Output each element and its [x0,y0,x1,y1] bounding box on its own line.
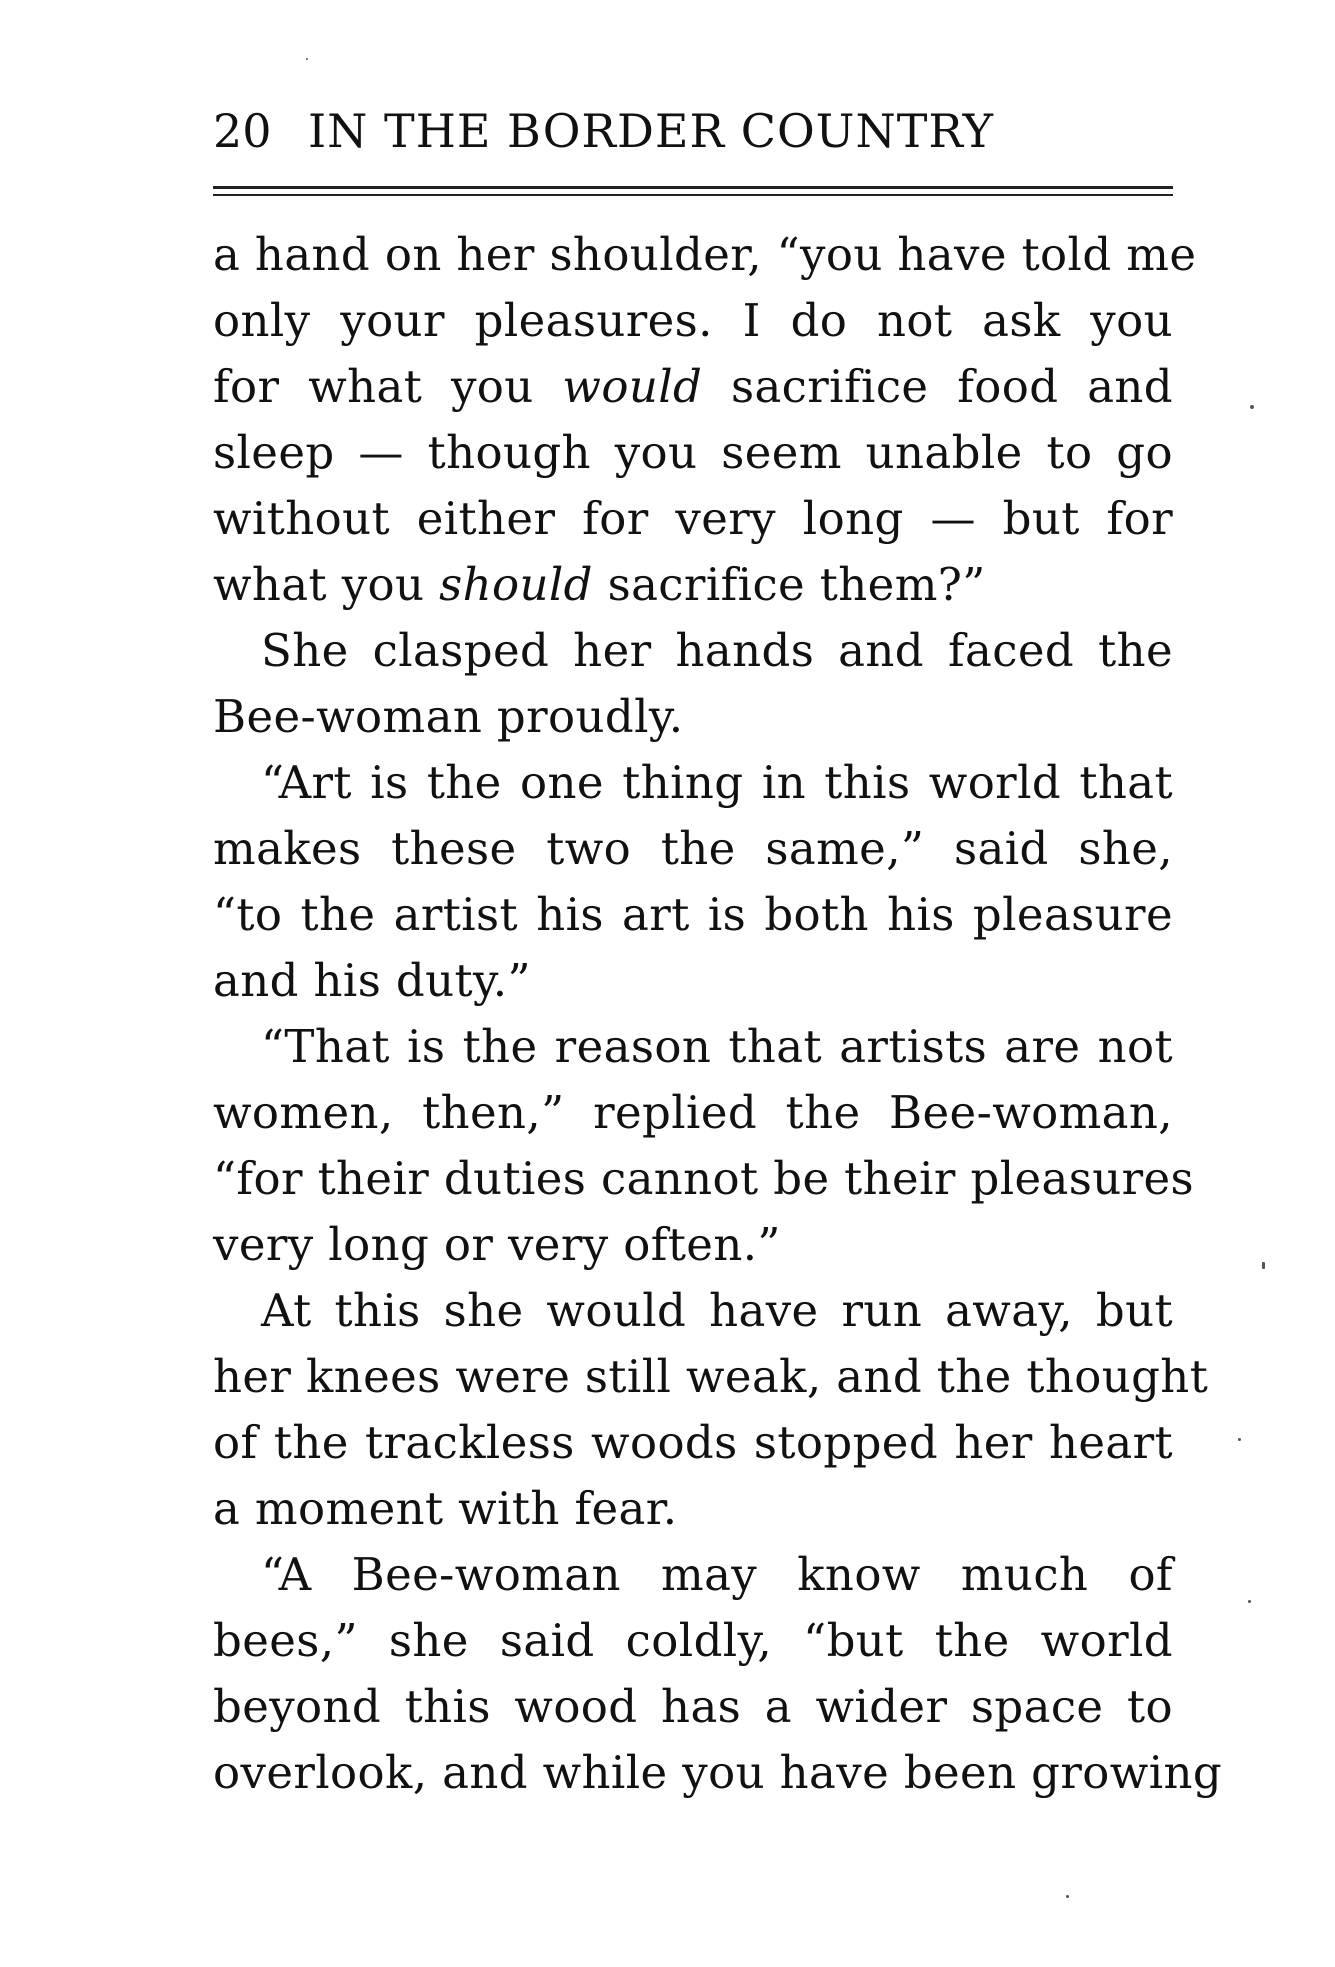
text-line [213,1014,1173,1080]
text-run: beyond this wood has a wider space to [213,1680,1173,1733]
text-line [213,1146,1195,1212]
text-line [213,1410,1173,1476]
text-run: her knees were still weak, and the thought [213,1350,1209,1403]
text-line [213,882,1173,948]
text-line [213,750,1173,816]
text-run: She clasped her hands and faced the [261,624,1173,677]
paper-speck [1248,1600,1251,1603]
paper-speck [306,58,308,60]
text-line [213,816,1173,882]
text-line [213,222,1197,288]
italic-text-run: would [562,360,703,413]
text-line [213,1080,1173,1146]
text-line [213,1476,1173,1542]
text-line [213,1278,1173,1344]
text-run: “A Bee-woman may know much of [261,1548,1173,1601]
text-run: “Art is the one thing in this world that [261,756,1173,809]
text-run: without either for very long — but for [213,492,1173,545]
text-run: for what you [213,360,563,413]
text-run: “That is the reason that artists are not [261,1020,1173,1073]
text-run: makes these two the same,” said she, [213,822,1173,875]
text-line [213,354,1173,420]
header-rule-upper [213,186,1173,189]
text-line [213,618,1173,684]
text-line [213,1344,1209,1410]
paper-speck [1066,1895,1069,1898]
text-run: sacrifice food and [702,360,1174,413]
text-line [213,1212,1173,1278]
page-header [213,100,1173,162]
text-line [213,684,1173,750]
text-line [213,486,1173,552]
text-line [213,1608,1173,1674]
text-run: a hand on her shoulder, “you have told me [213,228,1197,281]
paper-speck [1250,405,1254,409]
page-number: 20 [213,104,272,158]
text-run: only your pleasures. I do not ask you [213,294,1173,347]
paper-speck [1238,1438,1241,1441]
body-text [213,222,1223,1806]
text-run: and his duty.” [213,954,531,1007]
text-run: women, then,” replied the Bee-woman, [213,1086,1173,1139]
text-run: overlook, and while you have been growing [213,1746,1223,1799]
text-run: very long or very often.” [213,1218,781,1271]
text-line [213,552,1173,618]
text-run: bees,” she said coldly, “but the world [213,1614,1173,1667]
text-run: Bee-woman proudly. [213,690,684,743]
text-run: of the trackless woods stopped her heart [213,1416,1173,1469]
text-line [213,1674,1173,1740]
text-line [213,948,1173,1014]
text-run: “to the artist his art is both his pleasure [213,888,1173,941]
text-run: sacrifice them?” [592,558,986,611]
text-line [213,420,1173,486]
text-run: what you [213,558,440,611]
italic-text-run: should [439,558,593,611]
text-line [213,288,1173,354]
text-line [213,1542,1173,1608]
text-line [213,1740,1223,1806]
text-run: sleep — though you seem unable to go [213,426,1173,479]
paper-speck [1262,1262,1265,1269]
header-rule-lower [213,194,1173,196]
text-run: At this she would have run away, but [261,1284,1173,1337]
running-head: IN THE BORDER COUNTRY [308,104,994,158]
text-run: “for their duties cannot be their pleasures [213,1152,1195,1205]
text-run: a moment with fear. [213,1482,678,1535]
